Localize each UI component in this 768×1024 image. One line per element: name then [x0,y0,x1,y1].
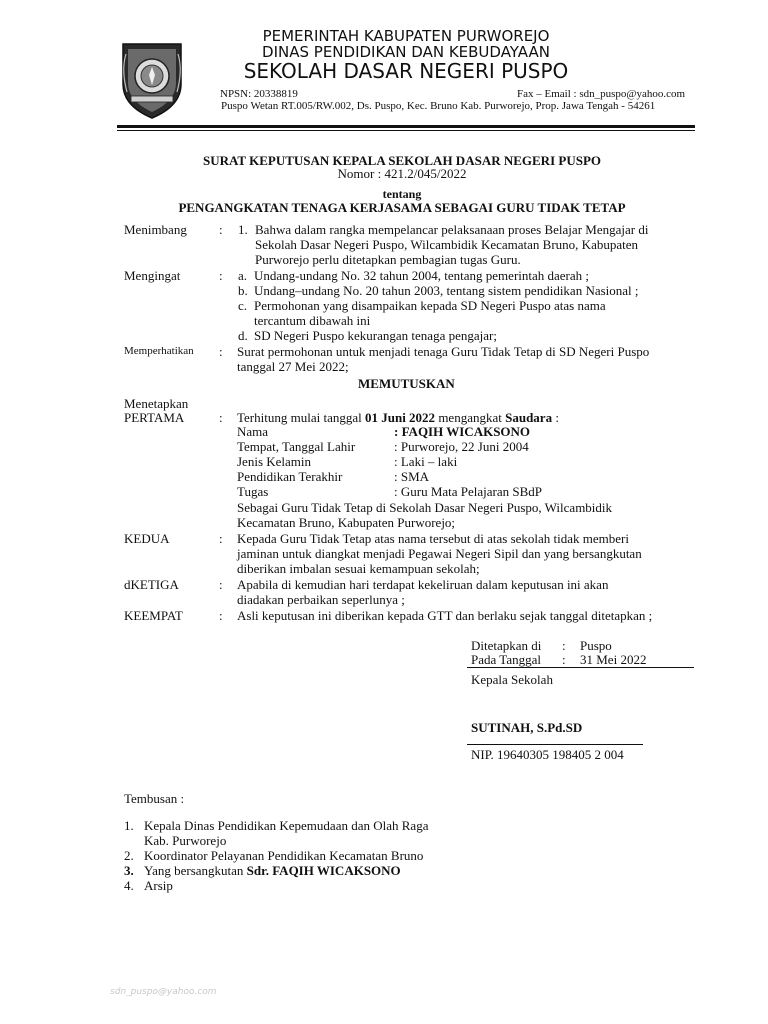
text-line: Kecamatan Bruno, Kabupaten Purworejo; [237,515,456,530]
identity-table [237,424,542,499]
list-item [124,863,428,878]
list-item [124,833,428,848]
table-row [237,439,542,454]
menimbang-sep: : [219,222,223,237]
field-label: Jenis Kelamin [237,454,312,469]
text-line: jaminan untuk diangkat menjadi Pegawai Negeri Sipil dan yang bersangkutan [237,546,642,561]
tanggal-value: 31 Mei 2022 [580,652,647,667]
signer-role: Kepala Sekolah [471,672,553,687]
saudara-label: Saudara [505,410,553,425]
kedua-sep: : [219,531,223,546]
intro-text: mengangkat [435,410,506,425]
keempat-label: KEEMPAT [124,608,183,623]
table-row [237,424,542,439]
pertama-intro [237,410,559,425]
field-value: : SMA [394,469,430,484]
text-line: diadakan perbaikan seperlunya ; [237,592,405,607]
list-marker: a. [238,268,248,283]
mengingat-label: Mengingat [124,268,181,283]
list-text: Koordinator Pelayanan Pendidikan Kecamatan Bruno [144,848,424,863]
tanggal-sep: : [562,652,566,667]
list-marker: 2. [124,848,134,863]
field-label: Pendidikan Terakhir [237,469,343,484]
signer-nip: NIP. 19640305 198405 2 004 [471,747,624,762]
ketiga-sep: : [219,577,223,592]
document-number: Nomor : 421.2/045/2022 [337,166,467,181]
appointment-date: 01 Juni 2022 [364,410,436,425]
kedua-label: KEDUA [124,531,170,546]
field-label: Tugas [237,484,269,499]
list-item [238,298,639,313]
text-line: diberikan imbalan sesuai kemampuan sekolah; [237,561,480,576]
ketiga-text [237,577,608,607]
address: Puspo Wetan RT.005/RW.002, Ds. Puspo, Kec. Bruno Kab. Purworejo, Prop. Jawa Tengah - 54261 [221,100,656,112]
ditetapkan-label: Ditetapkan di [471,638,542,653]
pertama-sep: : [219,410,223,425]
school-emblem-icon [117,40,187,120]
npsn: NPSN: 20338819 [220,88,298,100]
mengingat-list [238,268,639,343]
field-value-name: : FAQIH WICAKSONO [394,424,531,439]
list-text: SD Negeri Puspo kekurangan tenaga pengajar; [254,328,497,343]
header-line-2: DINAS PENDIDIKAN DAN KEBUDAYAAN [262,43,550,61]
table-row [237,469,542,484]
list-marker: d. [238,328,248,343]
header-rule-thin [117,130,695,131]
text-line: Apabila di kemudian hari terdapat kekeliruan dalam keputusan ini akan [237,577,609,592]
mengingat-sep: : [219,268,223,283]
text-line: tanggal 27 Mei 2022; [237,359,349,374]
list-text: Undang-undang No. 32 tahun 2004, tentang pemerintah daerah ; [254,268,590,283]
list-text: Kepala Dinas Pendidikan Kepemudaan dan Olah Raga [144,818,429,833]
footer-email: sdn_puspo@yahoo.com [110,987,217,997]
menimbang-label: Menimbang [124,222,187,237]
list-item [238,268,639,283]
memutuskan-heading: MEMUTUSKAN [358,376,455,391]
field-value: : Guru Mata Pelajaran SBdP [394,484,543,499]
list-marker: b. [238,283,248,298]
list-item [238,313,639,328]
table-row [237,484,542,499]
ditetapkan-value: Puspo [580,638,612,653]
text-line: Surat permohonan untuk menjadi tenaga Guru Tidak Tetap di SD Negeri Puspo [237,344,650,359]
text-line: Sebagai Guru Tidak Tetap di Sekolah Dasar Negeri Puspo, Wilcambidik [237,500,613,515]
header-rule-thick [117,125,695,128]
signer-name: SUTINAH, S.Pd.SD [471,720,583,735]
table-row [237,454,542,469]
list-text: Arsip [144,878,173,893]
fax-email: Fax – Email : sdn_puspo@yahoo.com [517,88,686,100]
list-item [124,878,428,893]
list-item [124,848,428,863]
list-text: Kab. Purworejo [144,833,227,848]
text-line: Sekolah Dasar Negeri Puspo, Wilcambidik Kecamatan Bruno, Kabupaten [255,237,638,252]
list-item [238,328,639,343]
keempat-text: Asli keputusan ini diberikan kepada GTT dan berlaku sejak tanggal ditetapkan ; [237,608,653,623]
memperhatikan-sep: : [219,344,223,359]
tanggal-label: Pada Tanggal [471,652,541,667]
ditetapkan-sep: : [562,638,566,653]
list-marker: 3. [124,863,134,878]
menimbang-num: 1. [238,222,248,237]
ketiga-label: dKETIGA [124,577,179,592]
signer-rule [467,744,643,745]
field-value: : Laki – laki [394,454,458,469]
tembusan-label: Tembusan : [124,791,185,806]
field-label: Tempat, Tanggal Lahir [237,439,356,454]
list-item [238,283,639,298]
list-text: Undang–undang No. 20 tahun 2003, tentang sistem pendidikan Nasional ; [254,283,639,298]
field-label: Nama [237,424,269,439]
document-subject: PENGANGKATAN TENAGA KERJASAMA SEBAGAI GURU TIDAK TETAP [178,200,626,215]
kedua-text [237,531,642,576]
memperhatikan-label: Memperhatikan [124,345,194,357]
field-value: : Purworejo, 22 Juni 2004 [394,439,529,454]
list-marker: 1. [124,818,134,833]
menimbang-text [255,222,648,267]
tembusan-list [124,818,428,893]
document-title: SURAT KEPUTUSAN KEPALA SEKOLAH DASAR NEGERI PUSPO [202,153,601,168]
memperhatikan-text [237,344,649,374]
list-marker: 4. [124,878,134,893]
list-text: Yang bersangkutan [144,863,247,878]
list-text: tercantum dibawah ini [254,313,371,328]
menetapkan-label: Menetapkan [124,396,189,411]
intro-text: Terhitung mulai tanggal [237,410,365,425]
keempat-sep: : [219,608,223,623]
text-line: Bahwa dalam rangka mempelancar pelaksanaan proses Belajar Mengajar di [255,222,649,237]
tentang-label: tentang [382,187,422,201]
pertama-closing [237,500,612,530]
school-name: SEKOLAH DASAR NEGERI PUSPO [243,59,569,83]
text-line: Kepada Guru Tidak Tetap atas nama tersebut di atas sekolah tidak memberi [237,531,629,546]
list-item [124,818,428,833]
header-line-1: PEMERINTAH KABUPATEN PURWOREJO [262,27,550,45]
signature-date-rule [467,667,694,668]
text-line: Purworejo perlu ditetapkan pembagian tugas Guru. [255,252,521,267]
recipient-name: Sdr. FAQIH WICAKSONO [246,863,401,878]
list-marker: c. [238,298,248,313]
list-text: Permohonan yang disampaikan kepada SD Negeri Puspo atas nama [254,298,606,313]
intro-text: : [552,410,559,425]
pertama-label: PERTAMA [124,410,185,425]
